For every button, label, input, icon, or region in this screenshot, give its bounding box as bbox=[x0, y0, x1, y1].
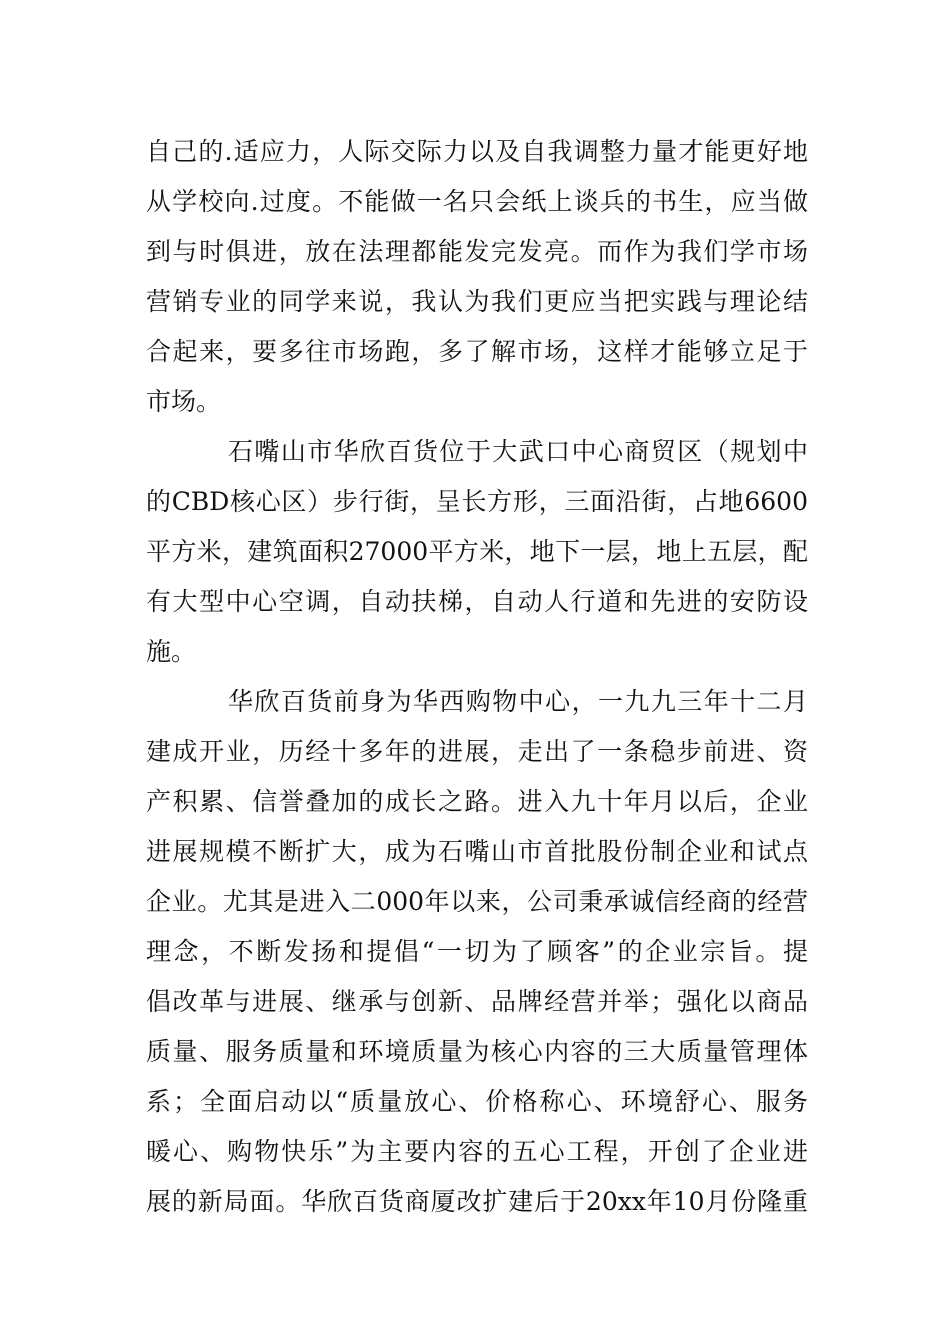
body-text-line: 理念，不断发扬和提倡“一切为了顾客”的企业宗旨。提 bbox=[146, 937, 808, 966]
body-text-line: 施。 bbox=[146, 637, 197, 666]
body-text-line: 从学校向.过度。不能做一名只会纸上谈兵的书生，应当做 bbox=[146, 187, 808, 216]
body-text-line: 合起来，要多往市场跑，多了解市场，这样才能够立足于 bbox=[146, 337, 808, 366]
body-text-line: 有大型中心空调，自动扶梯，自动人行道和先进的安防设 bbox=[146, 587, 808, 616]
body-text-line: 系；全面启动以“质量放心、价格称心、环境舒心、服务 bbox=[146, 1087, 808, 1116]
body-text-line: 倡改革与进展、继承与创新、品牌经营并举；强化以商品 bbox=[146, 987, 808, 1016]
body-text-line: 市场。 bbox=[146, 387, 222, 416]
body-text-line: 暖心、购物快乐”为主要内容的五心工程，开创了企业进 bbox=[146, 1137, 808, 1166]
body-text-line: 的CBD核心区）步行街，呈长方形，三面沿街，占地6600 bbox=[146, 487, 808, 516]
body-text-line: 展的新局面。华欣百货商厦改扩建后于20xx年10月份隆重 bbox=[146, 1187, 808, 1216]
body-text-line: 产积累、信誉叠加的成长之路。进入九十年月以后，企业 bbox=[146, 787, 808, 816]
body-text-line: 自己的.适应力，人际交际力以及自我调整力量才能更好地 bbox=[146, 137, 808, 166]
body-text-line: 建成开业，历经十多年的进展，走出了一条稳步前进、资 bbox=[146, 737, 808, 766]
body-text-line: 平方米，建筑面积27000平方米，地下一层，地上五层，配 bbox=[146, 537, 808, 566]
body-text-line: 质量、服务质量和环境质量为核心内容的三大质量管理体 bbox=[146, 1037, 808, 1066]
body-text-line: 企业。尤其是进入二000年以来，公司秉承诚信经商的经营 bbox=[146, 887, 808, 916]
body-text-line: 石嘴山市华欣百货位于大武口中心商贸区（规划中 bbox=[228, 437, 808, 466]
body-text-line: 到与时俱进，放在法理都能发完发亮。而作为我们学市场 bbox=[146, 237, 808, 266]
body-text-line: 营销专业的同学来说，我认为我们更应当把实践与理论结 bbox=[146, 287, 808, 316]
body-text-line: 华欣百货前身为华西购物中心，一九九三年十二月 bbox=[228, 687, 808, 716]
body-text-line: 进展规模不断扩大，成为石嘴山市首批股份制企业和试点 bbox=[146, 837, 808, 866]
